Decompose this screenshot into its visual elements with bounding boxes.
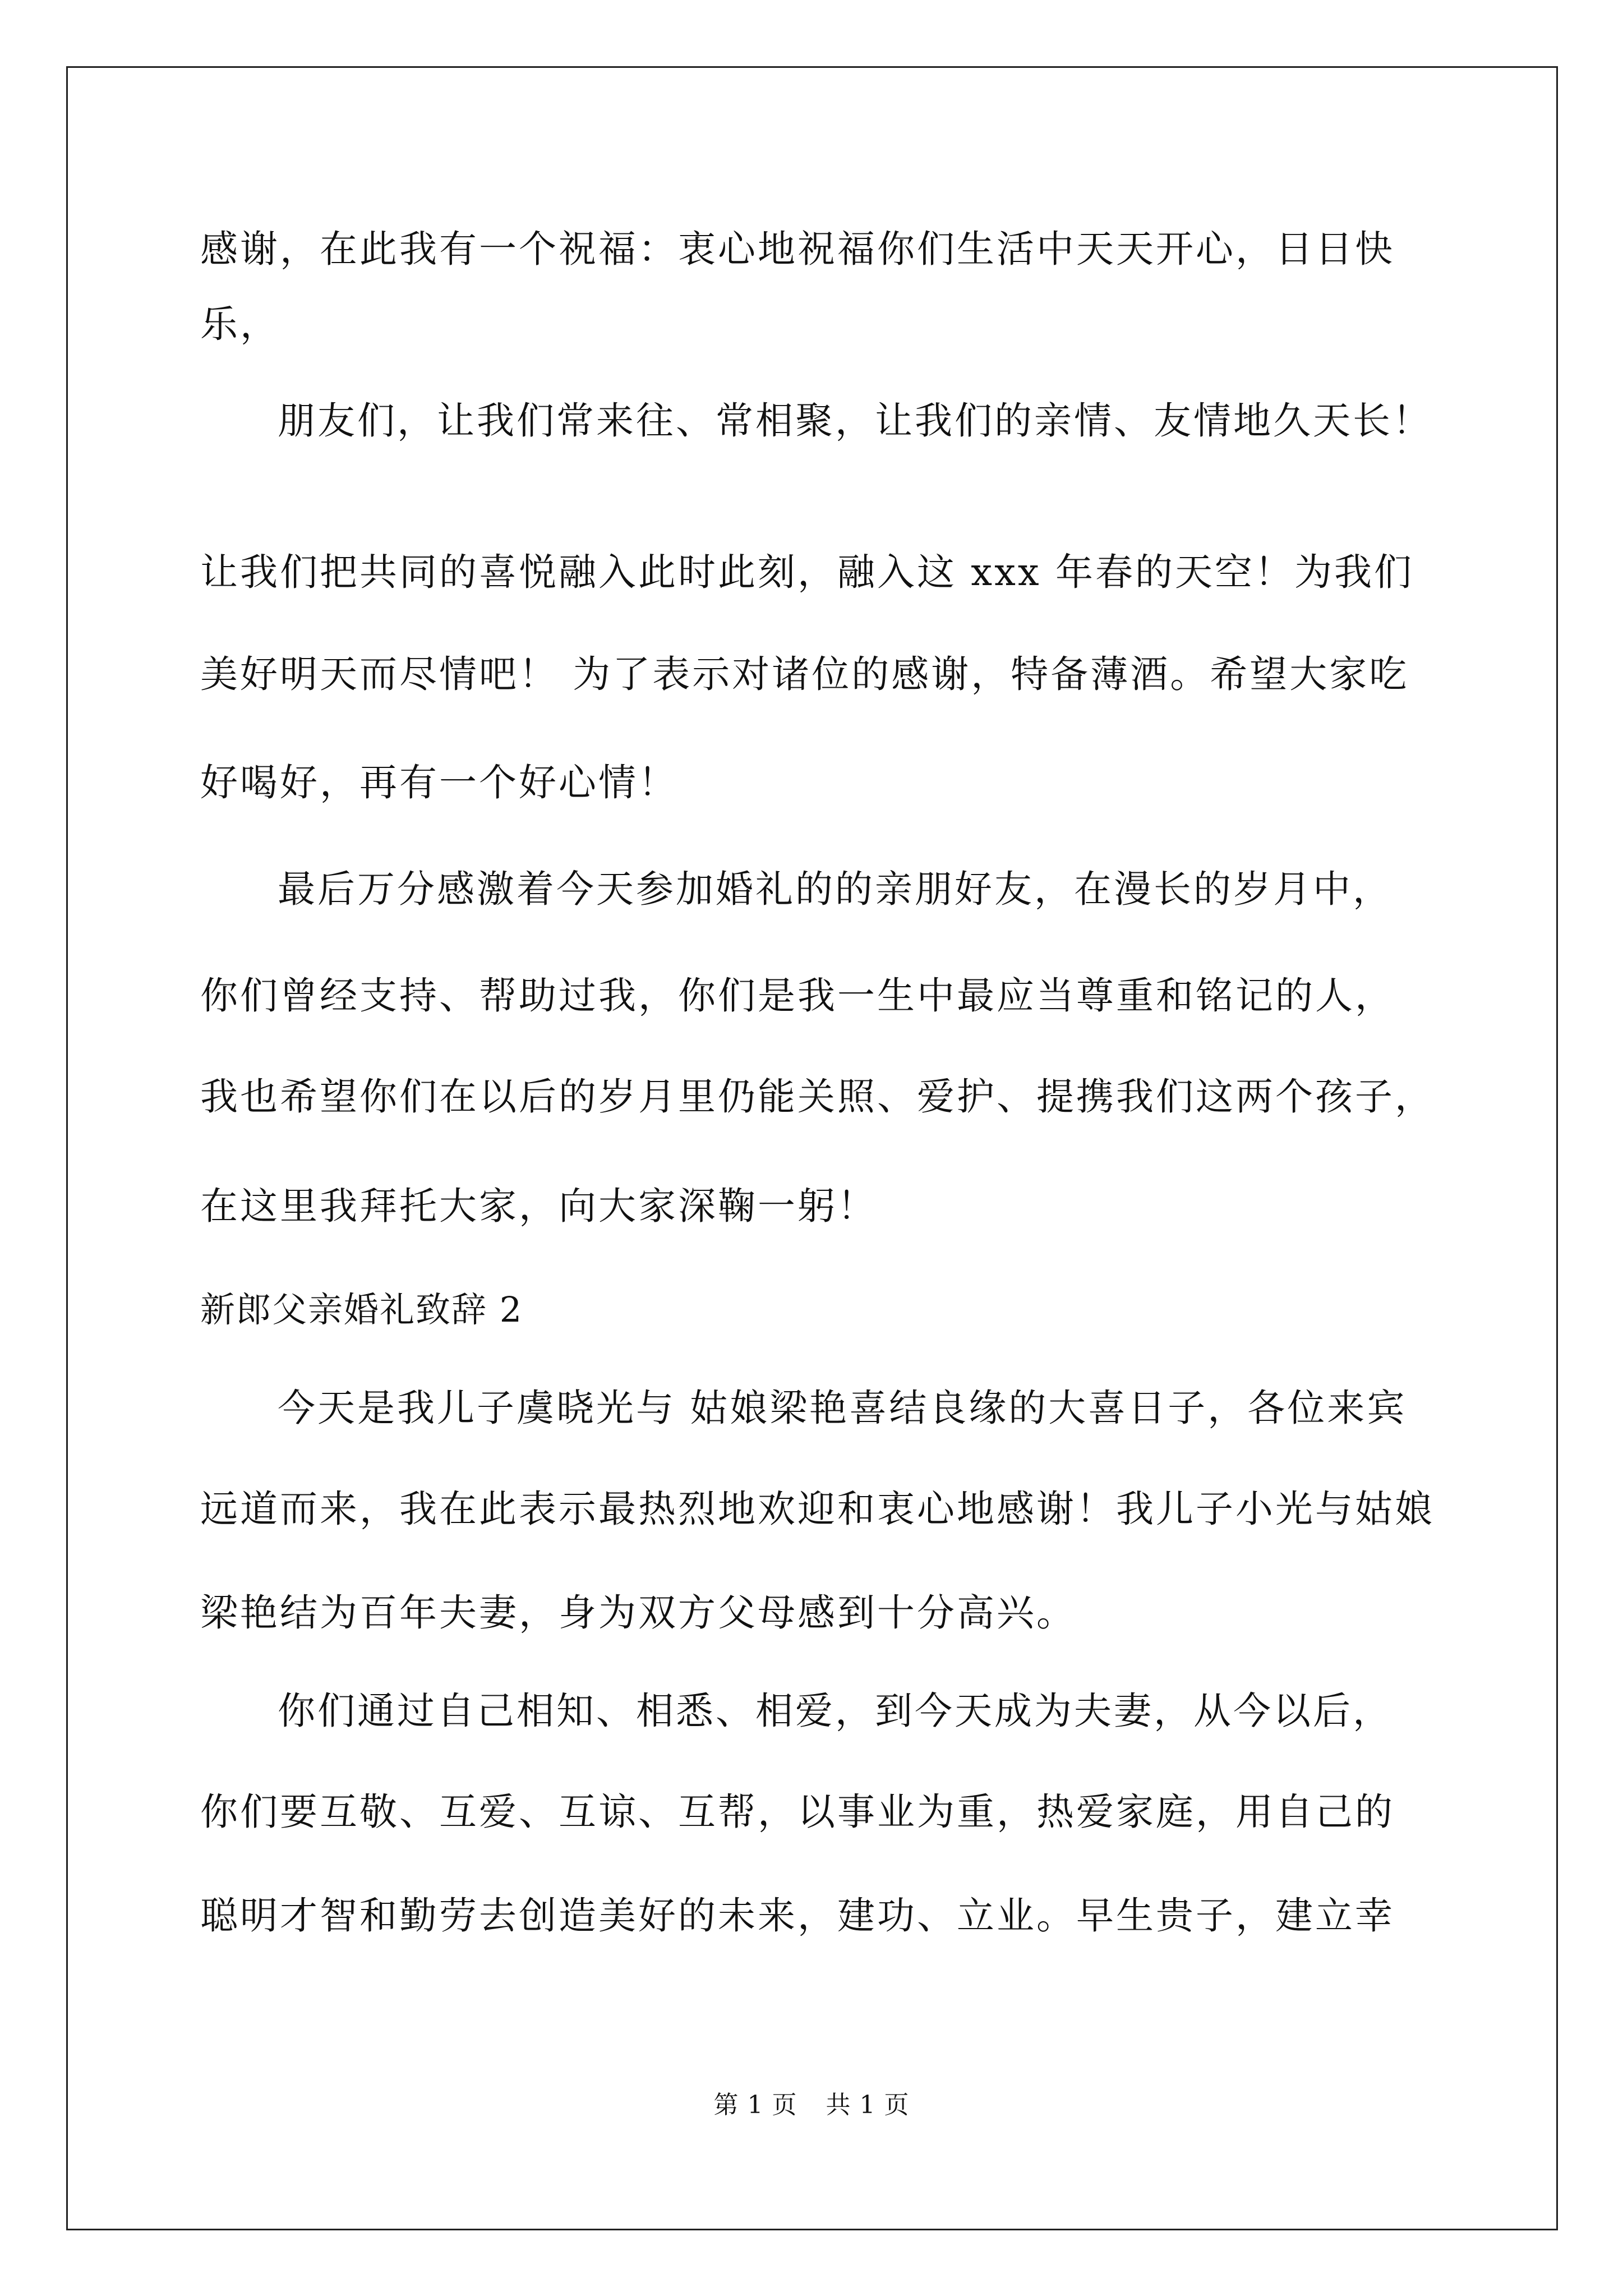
text-line: 你们曾经支持、帮助过我，你们是我一生中最应当尊重和铭记的人， <box>200 974 1395 1018</box>
text-line: 你们要互敬、互爱、互谅、互帮，以事业为重，热爱家庭，用自己的 <box>200 1790 1395 1834</box>
text-line: 聪明才智和勤劳去创造美好的未来，建功、立业。早生贵子，建立幸 <box>200 1894 1395 1938</box>
section-heading: 新郎父亲婚礼致辞 2 <box>200 1289 523 1330</box>
text-line: 乐， <box>200 302 280 346</box>
text-line: 远道而来，我在此表示最热烈地欢迎和衷心地感谢！我儿子小光与姑娘 <box>200 1487 1435 1531</box>
paragraph-start-line: 最后万分感激着今天参加婚礼的的亲朋好友，在漫长的岁月中， <box>278 867 1393 911</box>
page-footer <box>0 2091 1623 2119</box>
text-line: 美好明天而尽情吧！ 为了表示对诸位的感谢，特备薄酒。希望大家吃 <box>200 652 1409 696</box>
page-total: 共 1 页 <box>826 2091 910 2119</box>
paragraph-start-line: 你们通过自己相知、相悉、相爱，到今天成为夫妻，从今以后， <box>278 1689 1393 1733</box>
text-line: 让我们把共同的喜悦融入此时此刻，融入这 xxx 年春的天空！为我们 <box>200 550 1414 594</box>
text-line: 好喝好，再有一个好心情！ <box>200 761 678 804</box>
text-line: 我也希望你们在以后的岁月里仍能关照、爱护、提携我们这两个孩子， <box>200 1075 1435 1119</box>
paragraph-start-line: 今天是我儿子虞晓光与 姑娘梁艳喜结良缘的大喜日子，各位来宾 <box>278 1386 1407 1430</box>
paragraph-start-line: 朋友们，让我们常来往、常相聚，让我们的亲情、友情地久天长！ <box>278 399 1432 443</box>
text-line: 在这里我拜托大家，向大家深鞠一躬！ <box>200 1184 877 1228</box>
text-line: 梁艳结为百年夫妻，身为双方父母感到十分高兴。 <box>200 1591 1076 1635</box>
text-line: 感谢，在此我有一个祝福：衷心地祝福你们生活中天天开心，日日快 <box>200 227 1395 271</box>
page-number: 第 1 页 <box>713 2091 797 2119</box>
